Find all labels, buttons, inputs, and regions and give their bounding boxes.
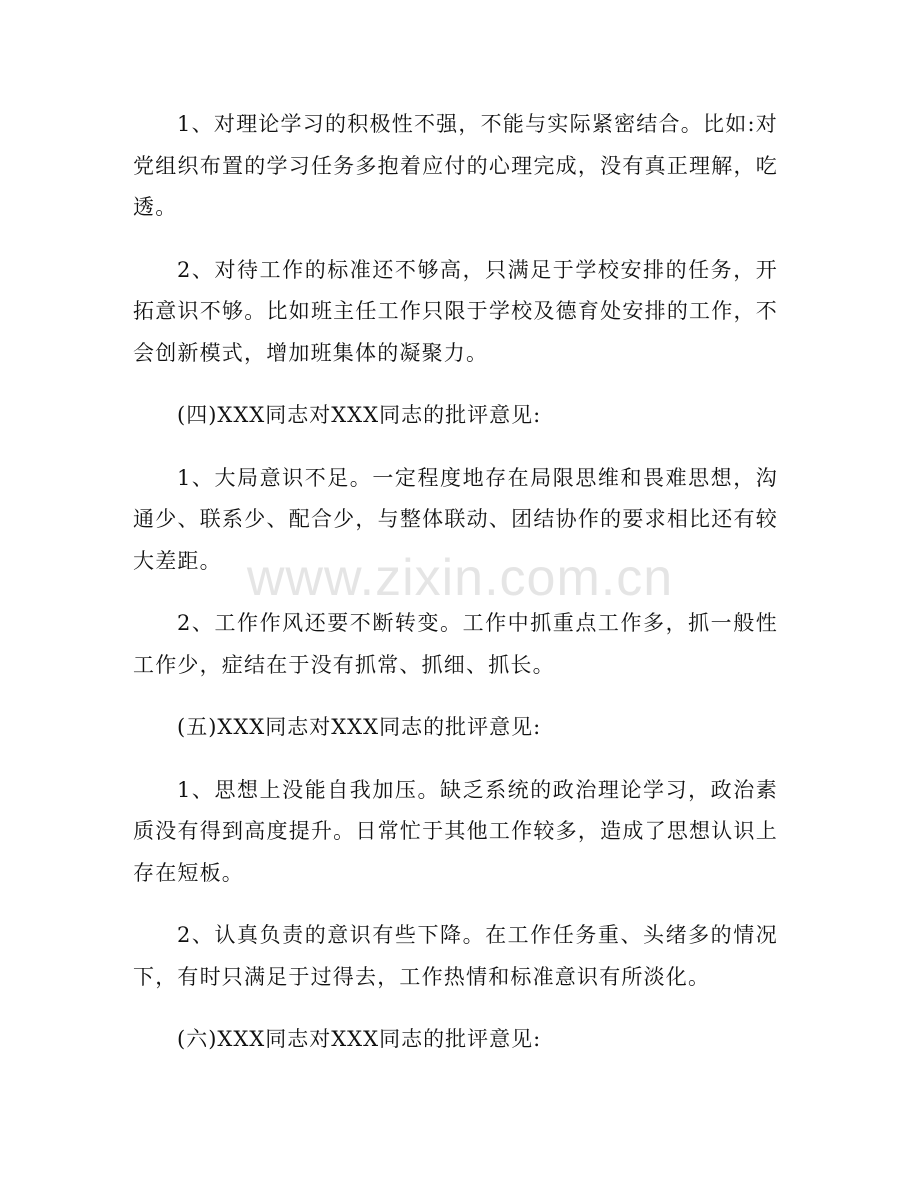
paragraph-1: 1、对理论学习的积极性不强，不能与实际紧密结合。比如:对党组织布置的学习任务多抱着应付的心理完成，没有真正理解，吃透。 <box>133 112 778 219</box>
section-heading-4: (四)XXX同志对XXX同志的批评意见: <box>177 403 542 427</box>
document-body <box>133 104 778 1082</box>
section-heading-6: (六)XXX同志对XXX同志的批评意见: <box>177 1027 542 1051</box>
paragraph-5: 1、思想上没能自我加压。缺乏系统的政治理论学习，政治素质没有得到高度提升。日常忙于其他工作较多，造成了思想认识上存在短板。 <box>133 777 778 885</box>
paragraph-2: 2、对待工作的标准还不够高，只满足于学校安排的任务，开拓意识不够。比如班主任工作只限于学校及德育处安排的工作，不会创新模式，增加班集体的凝聚力。 <box>133 257 778 365</box>
paragraph-3: 1、大局意识不足。一定程度地存在局限思维和畏难思想，沟通少、联系少、配合少，与整体联动、团结协作的要求相比还有较大差距。 <box>133 465 778 573</box>
section-heading-5: (五)XXX同志对XXX同志的批评意见: <box>177 715 542 739</box>
paragraph-6: 2、认真负责的意识有些下降。在工作任务重、头绪多的情况下，有时只满足于过得去，工作热情和标准意识有所淡化。 <box>133 923 778 989</box>
paragraph-4: 2、工作作风还要不断转变。工作中抓重点工作多，抓一般性工作少，症结在于没有抓常、抓细、抓长。 <box>133 611 778 677</box>
watermark: www.zixin.com.cn <box>246 549 674 607</box>
